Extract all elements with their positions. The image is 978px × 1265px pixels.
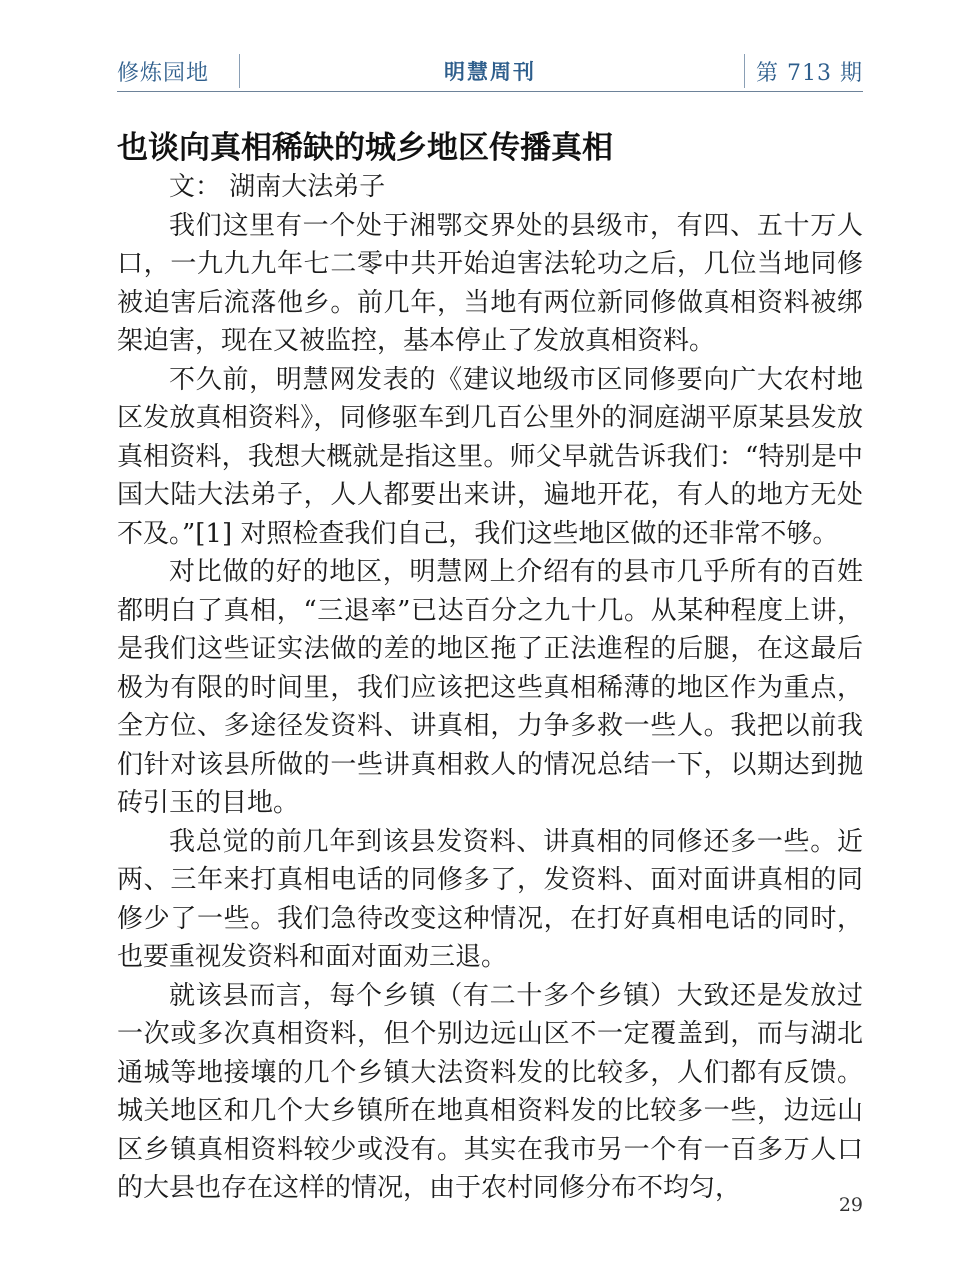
issue-number: 第 713 期 [756,61,863,86]
page-number: 29 [838,1194,863,1216]
paragraph: 我们这里有一个处于湘鄂交界处的县级市，有四、五十万人口，一九九九年七二零中共开始迫害法轮功之后，几位当地同修被迫害后流落他乡。前几年，当地有两位新同修做真相资料被绑架迫害，现在又被监控，基本停止了发放真相资料。 [117,210,863,356]
paragraph: 我总觉的前几年到该县发资料、讲真相的同修还多一些。近两、三年来打真相电话的同修多了，发资料、面对面讲真相的同修少了一些。我们急待改变这种情况，在打好真相电话的同时，也要重视发资料和面对面劝三退。 [117,826,863,972]
article-body [117,168,863,1208]
paragraph: 不久前，明慧网发表的《建议地级市区同修要向广大农村地区发放真相资料》，同修驱车到几百公里外的洞庭湖平原某县发放真相资料，我想大概就是指这里。师父早就告诉我们：“特别是中国大陆大法弟子，人人都要出来讲，遍地开花，有人的地方无处不及。”[1] 对照检查我们自己，我们这些地区做的还非常不够。 [117,364,863,549]
paragraph: 对比做的好的地区，明慧网上介绍有的县市几乎所有的百姓都明白了真相，“三退率”已达百分之九十几。从某种程度上讲，是我们这些证实法做的差的地区拖了正法進程的后腿，在这最后极为有限的时间里，我们应该把这些真相稀薄的地区作为重点，全方位、多途径发资料、讲真相，力争多救一些人。我把以前我们针对该县所做的一些讲真相救人的情况总结一下，以期达到抛砖引玉的目地。 [117,557,863,818]
header-divider-right [744,54,745,88]
byline: 文： 湖南大法弟子 [169,172,386,202]
publication-name: 明慧周刊 [444,60,536,84]
section-label: 修炼园地 [117,61,210,86]
article-title: 也谈向真相稀缺的城乡地区传播真相 [117,130,613,166]
page-header [117,52,863,92]
paragraph: 就该县而言，每个乡镇（有二十多个乡镇）大致还是发放过一次或多次真相资料，但个别边远山区不一定覆盖到，而与湖北通城等地接壤的几个乡镇大法资料发的比较多，人们都有反馈。城关地区和几个大乡镇所在地真相资料发的比较多一些，边远山区乡镇真相资料较少或没有。其实在我市另一个有一百多万人口的大县也存在这样的情况，由于农村同修分布不均匀， [117,980,863,1203]
header-rule [117,91,863,92]
